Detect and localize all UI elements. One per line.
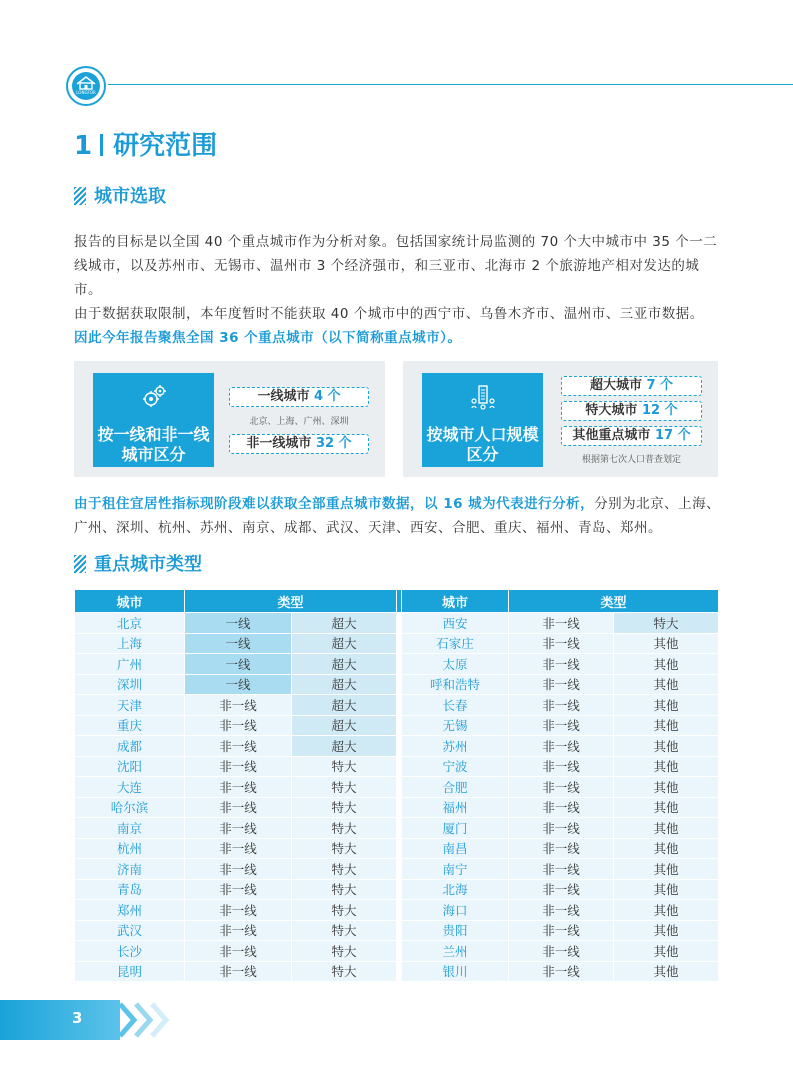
- city-cell: 青岛: [75, 879, 185, 900]
- type-cell: 非一线: [509, 777, 614, 798]
- type-cell: 超大: [292, 633, 397, 654]
- type-cell: 非一线: [509, 961, 614, 982]
- city-cell: 福州: [402, 797, 509, 818]
- type-cell: 非一线: [185, 879, 292, 900]
- city-cell: 呼和浩特: [402, 674, 509, 695]
- type-cell: 其他: [614, 674, 719, 695]
- city-cell: 厦门: [402, 818, 509, 839]
- table-header-row: [75, 590, 719, 613]
- logo-text: LONGFOR: [76, 90, 96, 95]
- type-cell: 非一线: [509, 613, 614, 634]
- table-row: [75, 818, 719, 839]
- city-cell: 合肥: [402, 777, 509, 798]
- type-cell: 非一线: [509, 736, 614, 757]
- city-cell: 天津: [75, 695, 185, 716]
- type-cell: 特大: [292, 961, 397, 982]
- section-number: 1: [74, 131, 93, 161]
- city-cell: 哈尔滨: [75, 797, 185, 818]
- type-cell: 特大: [292, 838, 397, 859]
- type-cell: 其他: [614, 654, 719, 675]
- city-cell: 深圳: [75, 674, 185, 695]
- type-cell: 非一线: [185, 920, 292, 941]
- type-cell: 非一线: [185, 797, 292, 818]
- type-cell: 特大: [292, 777, 397, 798]
- city-cell: 北海: [402, 879, 509, 900]
- type-cell: 非一线: [185, 838, 292, 859]
- header-city-left: 城市: [75, 590, 185, 613]
- census-note: 根据第七次人口普查划定: [581, 455, 681, 465]
- other-city-label: 其他重点城市 17 个: [561, 426, 702, 446]
- city-cell: 南昌: [402, 838, 509, 859]
- type-cell: 其他: [614, 736, 719, 757]
- type-cell: 非一线: [509, 654, 614, 675]
- type-cell: 非一线: [185, 961, 292, 982]
- type-cell: 其他: [614, 715, 719, 736]
- logo: [66, 66, 106, 106]
- population-title-box: [422, 373, 543, 467]
- header-type-left: 类型: [185, 590, 397, 613]
- type-cell: 超大: [292, 654, 397, 675]
- type-cell: 其他: [614, 756, 719, 777]
- city-cell: 无锡: [402, 715, 509, 736]
- type-cell: 特大: [614, 613, 719, 634]
- type-cell: 特大: [292, 859, 397, 880]
- section-title: 研究范围: [113, 131, 218, 161]
- table-row: [75, 797, 719, 818]
- stripe-icon: [74, 555, 86, 573]
- panel-population-classification: [403, 361, 718, 477]
- house-icon: [75, 75, 97, 91]
- city-cell: 西安: [402, 613, 509, 634]
- type-cell: 特大: [292, 756, 397, 777]
- type-cell: 非一线: [185, 941, 292, 962]
- city-cell: 长春: [402, 695, 509, 716]
- type-cell: 非一线: [509, 674, 614, 695]
- table-row: [75, 715, 719, 736]
- title-divider: [100, 134, 103, 156]
- mega-city-label: 特大城市 12 个: [561, 401, 702, 421]
- type-cell: 超大: [292, 674, 397, 695]
- super-city-label: 超大城市 7 个: [561, 376, 702, 396]
- tier1-cities: 北京、上海、广州、深圳: [249, 417, 349, 427]
- type-cell: 非一线: [509, 941, 614, 962]
- page-title: [74, 128, 217, 164]
- type-cell: 非一线: [509, 633, 614, 654]
- type-cell: 超大: [292, 613, 397, 634]
- type-cell: 其他: [614, 818, 719, 839]
- type-cell: 非一线: [509, 818, 614, 839]
- city-type-table: [74, 589, 719, 982]
- gears-icon: [140, 383, 168, 411]
- table-body: [75, 613, 719, 982]
- type-cell: 非一线: [509, 695, 614, 716]
- city-cell: 广州: [75, 654, 185, 675]
- city-buildings-icon: [469, 383, 497, 411]
- table-row: [75, 941, 719, 962]
- header-type-right: 类型: [509, 590, 719, 613]
- page-number: 3: [72, 1009, 83, 1027]
- type-cell: 一线: [185, 654, 292, 675]
- city-cell: 石家庄: [402, 633, 509, 654]
- city-cell: 重庆: [75, 715, 185, 736]
- city-cell: 南宁: [402, 859, 509, 880]
- type-cell: 非一线: [509, 838, 614, 859]
- type-cell: 非一线: [185, 900, 292, 921]
- tier-title-box: [93, 373, 214, 467]
- type-cell: 非一线: [509, 797, 614, 818]
- city-cell: 北京: [75, 613, 185, 634]
- type-cell: 非一线: [185, 859, 292, 880]
- type-cell: 特大: [292, 818, 397, 839]
- subheading-city-types: 重点城市类型: [74, 552, 202, 578]
- table-row: [75, 613, 719, 634]
- type-cell: 非一线: [509, 920, 614, 941]
- table-row: [75, 920, 719, 941]
- type-cell: 非一线: [185, 736, 292, 757]
- table-row: [75, 633, 719, 654]
- city-cell: 兰州: [402, 941, 509, 962]
- stripe-icon: [74, 187, 86, 205]
- type-cell: 其他: [614, 961, 719, 982]
- header-city-right: 城市: [402, 590, 509, 613]
- footer: [0, 1000, 180, 1040]
- paragraph-16-cities: 由于租住宜居性指标现阶段难以获取全部重点城市数据，以 16 城为代表进行分析，分别为北京、上海、广州、深圳、杭州、苏州、南京、成都、武汉、天津、西安、合肥、重庆、福州、青岛、郑州。: [74, 496, 721, 536]
- table-row: [75, 859, 719, 880]
- paragraph-intro: 报告的目标是以全国 40 个重点城市作为分析对象。包括国家统计局监测的 70 个大中城市中 35 个一二线城市，以及苏州市、无锡市、温州市 3 个经济强市，和三亚市、北海市 2 个旅游地产相对发达的城市。: [74, 234, 718, 298]
- type-cell: 特大: [292, 920, 397, 941]
- type-cell: 特大: [292, 797, 397, 818]
- city-cell: 昆明: [75, 961, 185, 982]
- type-cell: 非一线: [185, 695, 292, 716]
- tier-title: 按一线和非一线城市区分: [97, 425, 210, 464]
- type-cell: 非一线: [509, 900, 614, 921]
- type-cell: 非一线: [509, 859, 614, 880]
- table-row: [75, 654, 719, 675]
- city-cell: 宁波: [402, 756, 509, 777]
- page-band: [0, 1000, 120, 1040]
- type-cell: 其他: [614, 777, 719, 798]
- table-row: [75, 900, 719, 921]
- table-row: [75, 736, 719, 757]
- city-cell: 杭州: [75, 838, 185, 859]
- city-cell: 南京: [75, 818, 185, 839]
- type-cell: 一线: [185, 633, 292, 654]
- type-cell: 非一线: [185, 818, 292, 839]
- city-cell: 大连: [75, 777, 185, 798]
- header-rule: [108, 84, 793, 85]
- table-row: [75, 674, 719, 695]
- city-cell: 成都: [75, 736, 185, 757]
- panel-tier-classification: [74, 361, 385, 477]
- type-cell: 其他: [614, 695, 719, 716]
- type-cell: 一线: [185, 613, 292, 634]
- type-cell: 其他: [614, 900, 719, 921]
- city-cell: 太原: [402, 654, 509, 675]
- tier1-label: 一线城市 4 个: [229, 387, 369, 407]
- type-cell: 一线: [185, 674, 292, 695]
- city-cell: 沈阳: [75, 756, 185, 777]
- type-cell: 非一线: [185, 756, 292, 777]
- table-row: [75, 777, 719, 798]
- subheading-city-selection: 城市选取: [74, 184, 166, 210]
- city-cell: 长沙: [75, 941, 185, 962]
- city-cell: 银川: [402, 961, 509, 982]
- type-cell: 其他: [614, 633, 719, 654]
- type-cell: 非一线: [185, 777, 292, 798]
- table-row: [75, 695, 719, 716]
- type-cell: 非一线: [509, 715, 614, 736]
- type-cell: 其他: [614, 797, 719, 818]
- type-cell: 非一线: [185, 715, 292, 736]
- type-cell: 非一线: [509, 879, 614, 900]
- city-cell: 武汉: [75, 920, 185, 941]
- type-cell: 超大: [292, 695, 397, 716]
- table-row: [75, 838, 719, 859]
- type-cell: 其他: [614, 879, 719, 900]
- chevrons-icon: [118, 1000, 180, 1040]
- city-cell: 郑州: [75, 900, 185, 921]
- table-row: [75, 961, 719, 982]
- city-cell: 贵阳: [402, 920, 509, 941]
- type-cell: 其他: [614, 920, 719, 941]
- type-cell: 超大: [292, 715, 397, 736]
- table-row: [75, 879, 719, 900]
- type-cell: 特大: [292, 879, 397, 900]
- city-cell: 上海: [75, 633, 185, 654]
- type-cell: 其他: [614, 941, 719, 962]
- city-cell: 济南: [75, 859, 185, 880]
- paragraph-limitation: 由于数据获取限制，本年度暂时不能获取 40 个城市中的西宁市、乌鲁木齐市、温州市、三亚市数据。 因此今年报告聚焦全国 36 个重点城市（以下简称重点城市）。: [74, 306, 704, 346]
- type-cell: 特大: [292, 900, 397, 921]
- table-row: [75, 756, 719, 777]
- population-title: 按城市人口规模区分: [426, 425, 539, 464]
- city-cell: 海口: [402, 900, 509, 921]
- type-cell: 超大: [292, 736, 397, 757]
- type-cell: 非一线: [509, 756, 614, 777]
- type-cell: 其他: [614, 838, 719, 859]
- type-cell: 其他: [614, 859, 719, 880]
- type-cell: 特大: [292, 941, 397, 962]
- nontier1-label: 非一线城市 32 个: [229, 434, 369, 454]
- city-cell: 苏州: [402, 736, 509, 757]
